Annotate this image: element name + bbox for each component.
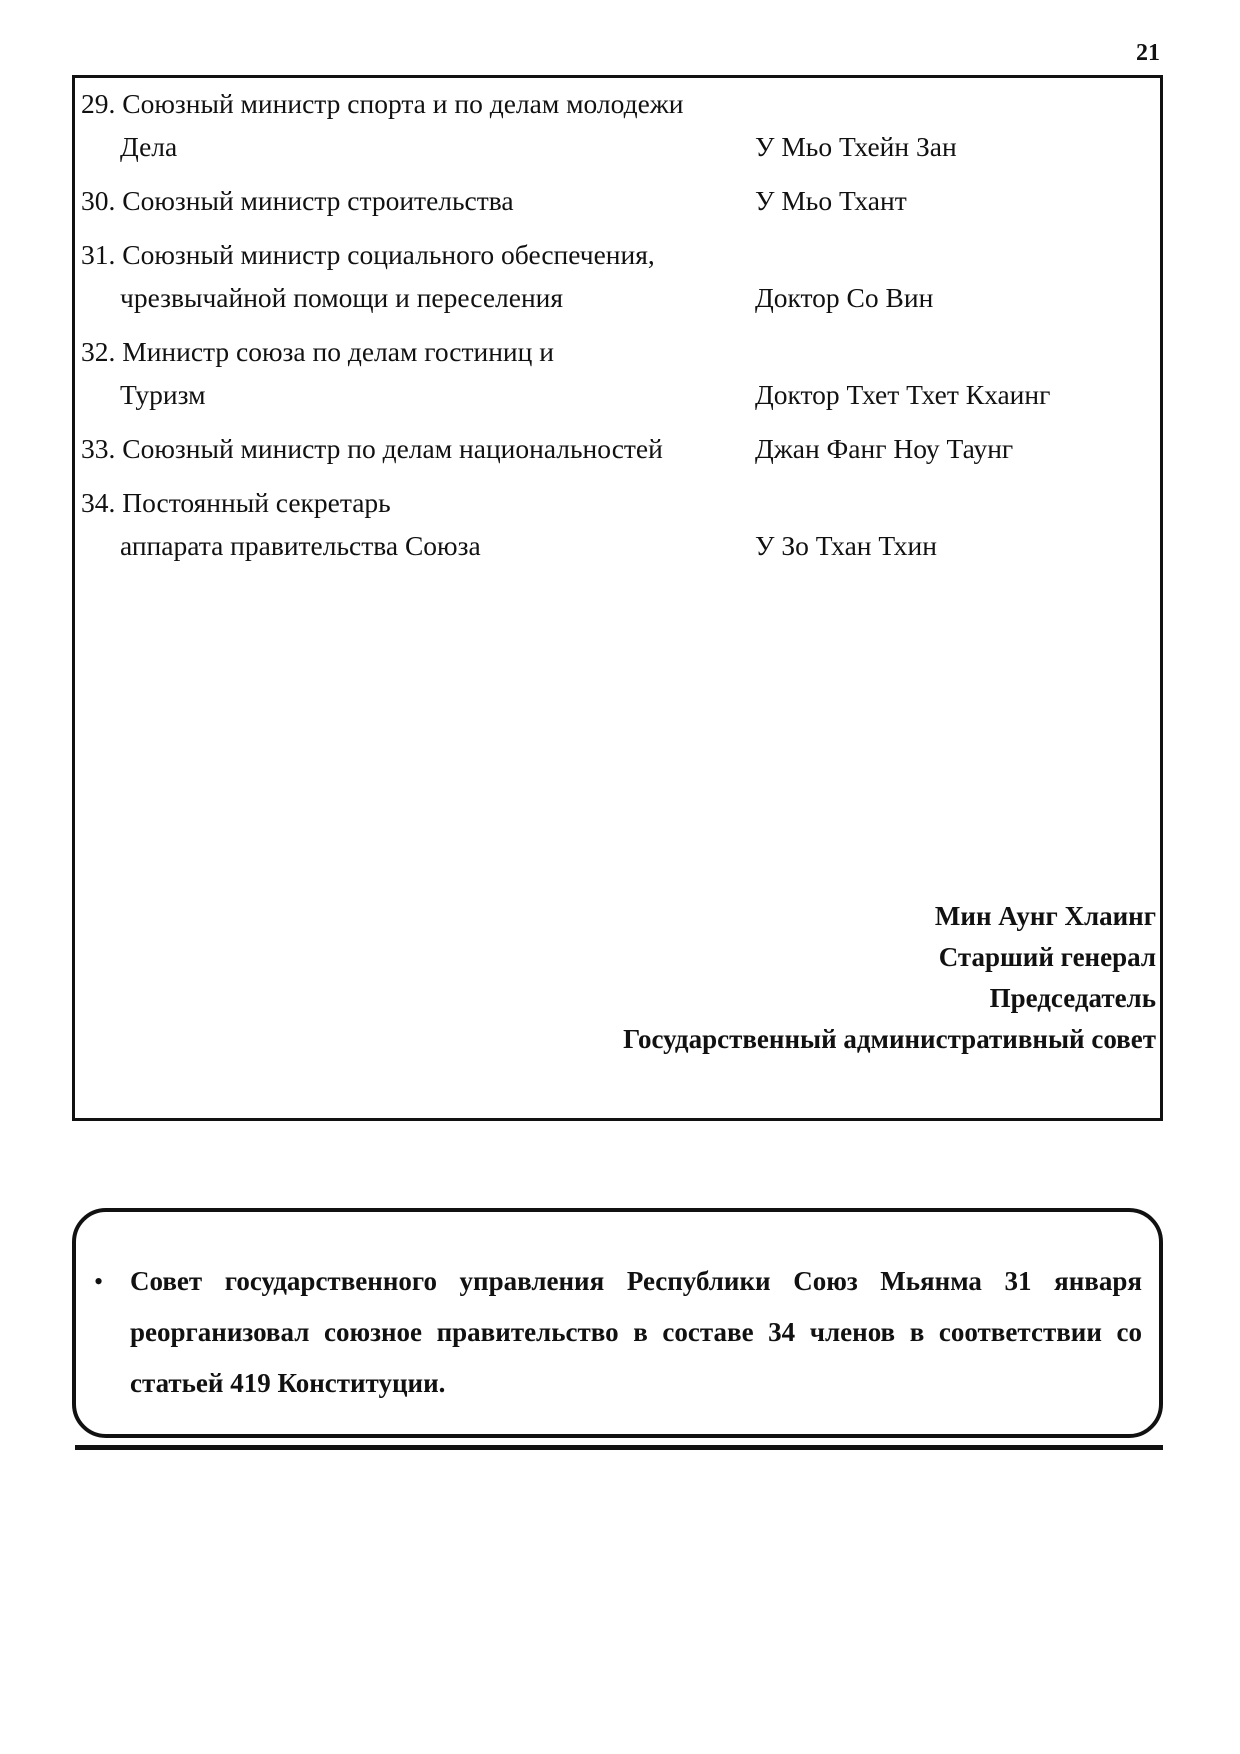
position-title	[81, 427, 755, 470]
position-line: 30. Союзный министр строительства	[81, 185, 514, 216]
summary-note-text: Совет государственного управления Республики Союз Мьянма 31 января реорганизовал союзное правительство в составе 34 членов в соответствии со статьей 419 Конституции.	[130, 1266, 1142, 1398]
position-line: 34. Постоянный секретарь	[81, 487, 391, 518]
minister-name: У Мьо Тхант	[755, 185, 907, 216]
signatory-title: Председатель	[989, 983, 1156, 1013]
list-item	[81, 179, 1161, 222]
position-line: аппарата правительства Союза	[120, 530, 481, 561]
list-item	[81, 330, 1161, 416]
ministers-list	[81, 82, 1161, 578]
position-line: Туризм	[120, 379, 206, 410]
minister-name: Доктор Тхет Тхет Кхаинг	[755, 379, 1051, 410]
bullet-icon: •	[94, 1267, 104, 1296]
position-title	[81, 233, 755, 319]
page-number: 21	[1136, 40, 1160, 66]
signatory-name: Мин Аунг Хлаинг	[934, 901, 1156, 931]
list-item	[81, 233, 1161, 319]
list-item	[81, 427, 1161, 470]
bottom-divider	[75, 1445, 1163, 1450]
list-item	[81, 481, 1161, 567]
minister-name: У Зо Тхан Тхин	[755, 530, 937, 561]
minister-name: Джан Фанг Ноу Таунг	[755, 433, 1014, 464]
summary-note-box	[72, 1208, 1163, 1438]
ministers-list-box	[72, 75, 1163, 1121]
minister-name: Доктор Со Вин	[755, 282, 934, 313]
position-line: Дела	[120, 131, 178, 162]
signatory-organization: Государственный административный совет	[623, 1024, 1156, 1054]
position-title	[81, 481, 755, 567]
position-line: чрезвычайной помощи и переселения	[120, 282, 564, 313]
position-line: 31. Союзный министр социального обеспечения,	[81, 239, 655, 270]
position-title	[81, 179, 755, 222]
minister-name: У Мьо Тхейн Зан	[755, 131, 957, 162]
position-title	[81, 82, 755, 168]
position-line: 29. Союзный министр спорта и по делам молодежи	[81, 88, 684, 119]
position-line: 32. Министр союза по делам гостиниц и	[81, 336, 554, 367]
signatory-rank: Старший генерал	[938, 942, 1156, 972]
list-item	[81, 82, 1161, 168]
position-line: 33. Союзный министр по делам национальностей	[81, 433, 663, 464]
signature-block	[623, 896, 1156, 1060]
position-title	[81, 330, 755, 416]
